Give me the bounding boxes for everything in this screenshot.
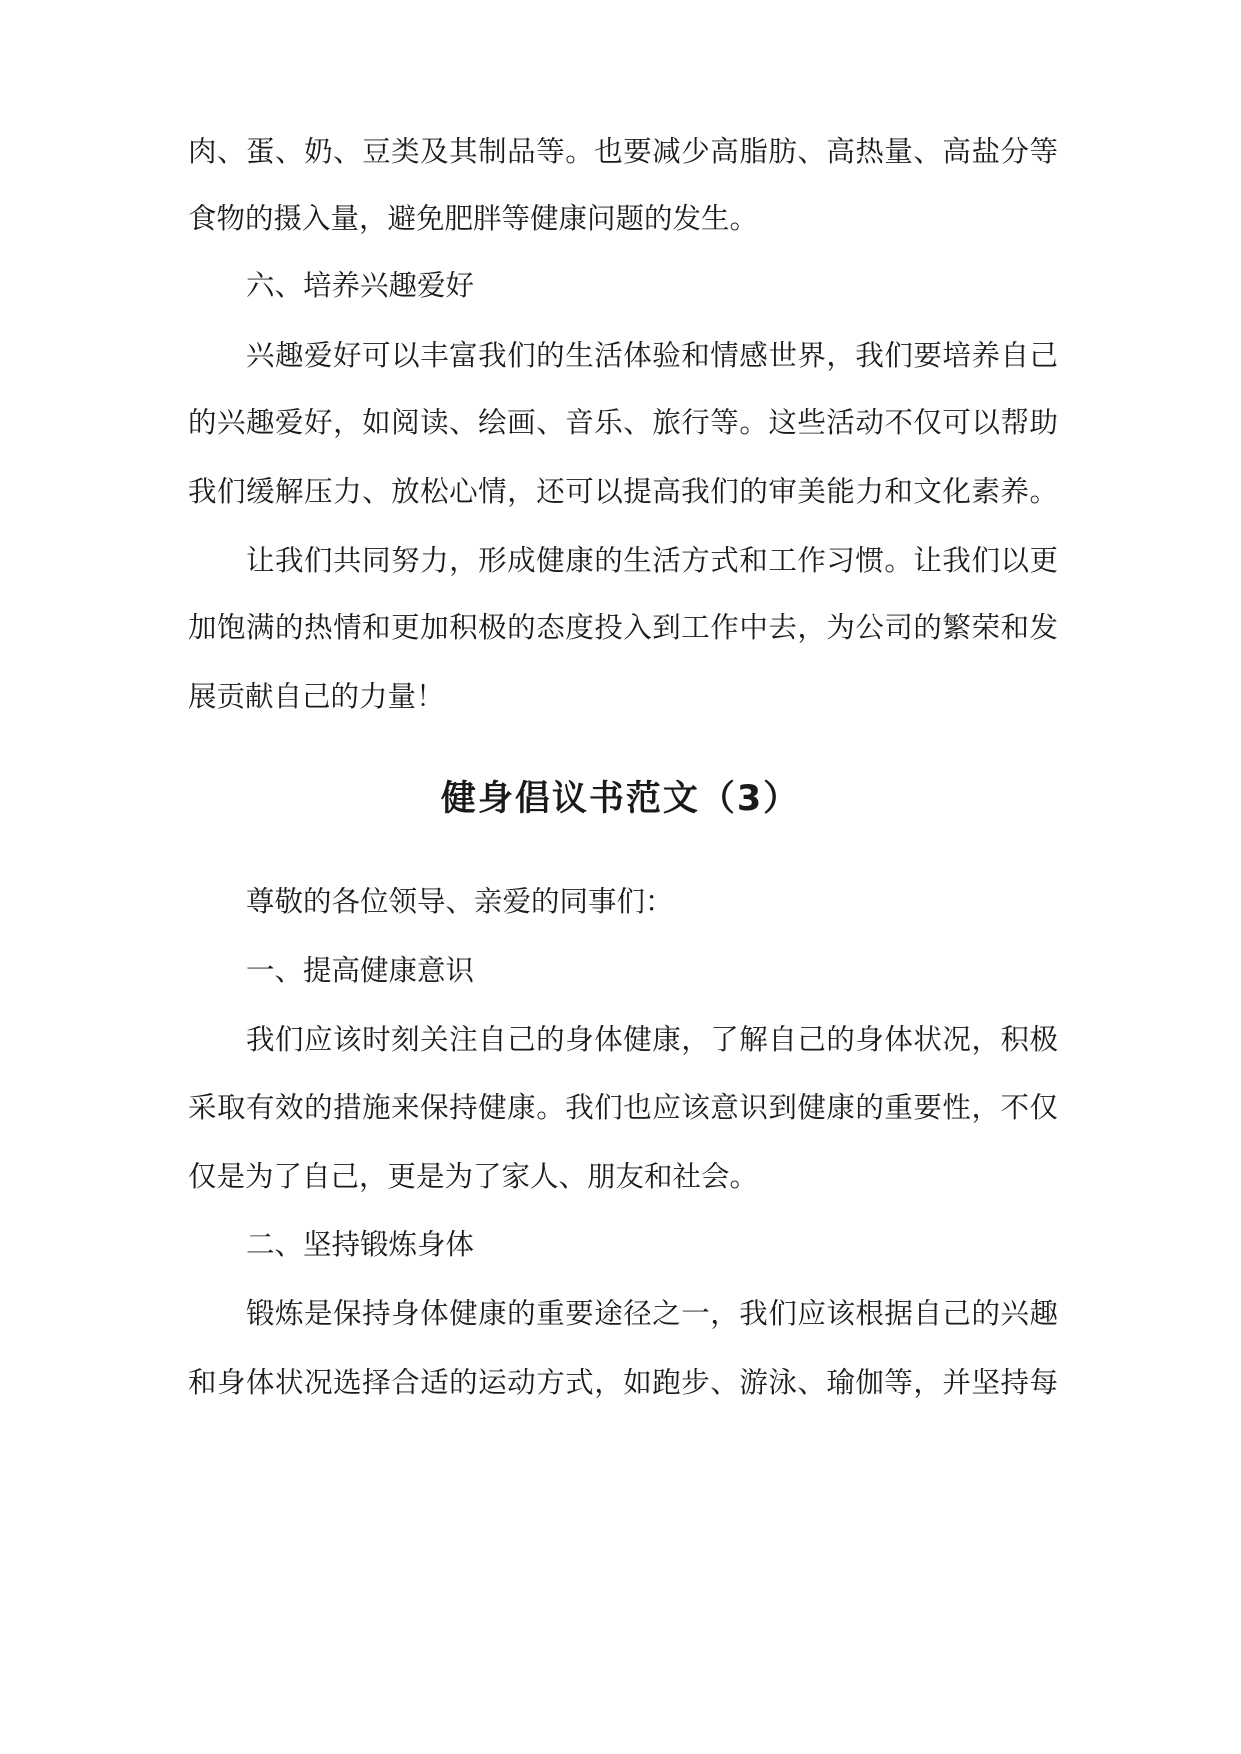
- exercise-paragraph-line-2: 和身体状况选择合适的运动方式，如跑步、游泳、瑜伽等，并坚持每: [188, 1366, 1058, 1399]
- salutation: 尊敬的各位领导、亲爱的同事们：: [246, 885, 674, 918]
- health-paragraph-line-1: 我们应该时刻关注自己的身体健康，了解自己的身体状况，积极: [246, 1023, 1058, 1056]
- heading-cultivate-hobbies: 六、培养兴趣爱好: [246, 269, 475, 302]
- hobby-paragraph-line-2: 的兴趣爱好，如阅读、绘画、音乐、旅行等。这些活动不仅可以帮助: [188, 406, 1058, 439]
- diet-paragraph-line-2: 食物的摄入量，避免肥胖等健康问题的发生。: [188, 202, 759, 235]
- closing-paragraph-line-2: 加饱满的热情和更加积极的态度投入到工作中去，为公司的繁荣和发: [188, 611, 1058, 644]
- diet-paragraph-line-1: 肉、蛋、奶、豆类及其制品等。也要减少高脂肪、高热量、高盐分等: [188, 135, 1058, 168]
- heading-keep-exercising: 二、坚持锻炼身体: [246, 1228, 475, 1261]
- health-paragraph-line-3: 仅是为了自己，更是为了家人、朋友和社会。: [188, 1160, 759, 1193]
- heading-health-awareness: 一、提高健康意识: [246, 954, 475, 987]
- closing-paragraph-line-3: 展贡献自己的力量！: [188, 680, 445, 713]
- health-paragraph-line-2: 采取有效的措施来保持健康。我们也应该意识到健康的重要性，不仅: [188, 1091, 1058, 1124]
- section-title: 健身倡议书范文（3）: [440, 779, 801, 819]
- hobby-paragraph-line-3: 我们缓解压力、放松心情，还可以提高我们的审美能力和文化素养。: [188, 475, 1058, 508]
- closing-paragraph-line-1: 让我们共同努力，形成健康的生活方式和工作习惯。让我们以更: [246, 544, 1058, 577]
- hobby-paragraph-line-1: 兴趣爱好可以丰富我们的生活体验和情感世界，我们要培养自己: [246, 339, 1058, 372]
- exercise-paragraph-line-1: 锻炼是保持身体健康的重要途径之一，我们应该根据自己的兴趣: [246, 1297, 1058, 1330]
